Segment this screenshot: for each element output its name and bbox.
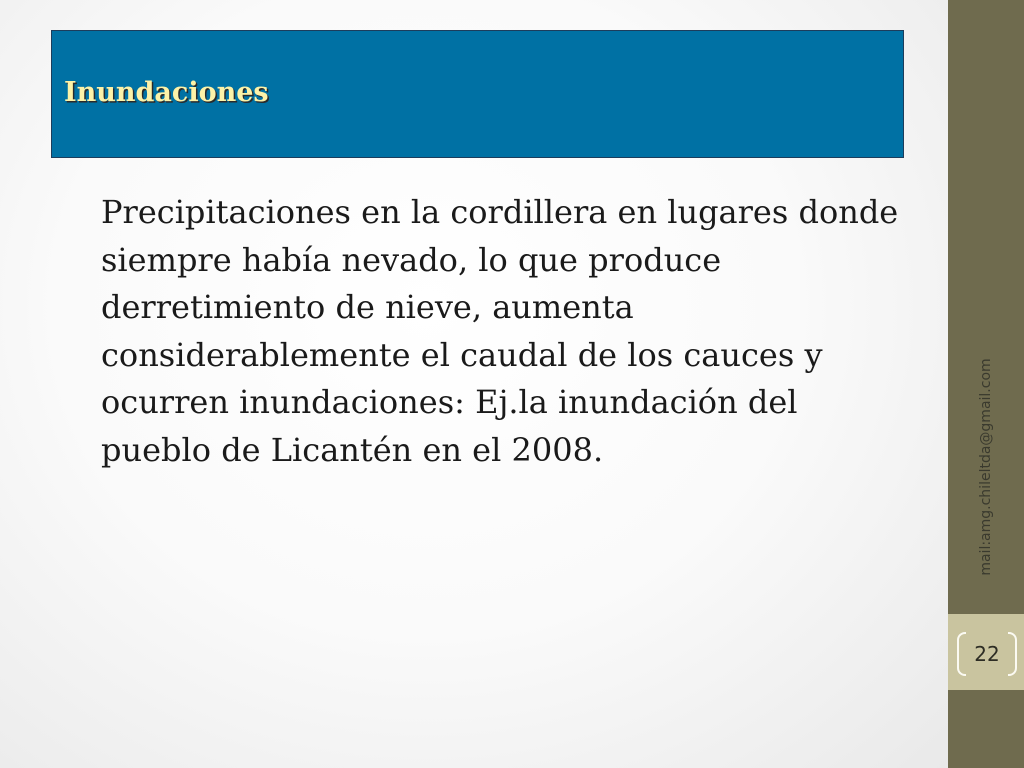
title-bar	[51, 30, 904, 158]
footer-email: mail:amg.chileltda@gmail.com	[978, 358, 994, 576]
page-number-box	[957, 632, 1017, 676]
page-number: 22	[974, 642, 1000, 666]
slide-title: Inundaciones	[64, 77, 269, 108]
slide-body-text: Precipitaciones en la cordillera en lugares donde siempre había nevado, lo que produce derretimiento de nieve, aumenta considerablemente el caudal de los cauces y ocurren inundaciones: Ej.la inundación del pueblo de Licantén en el 2008.	[101, 193, 899, 469]
